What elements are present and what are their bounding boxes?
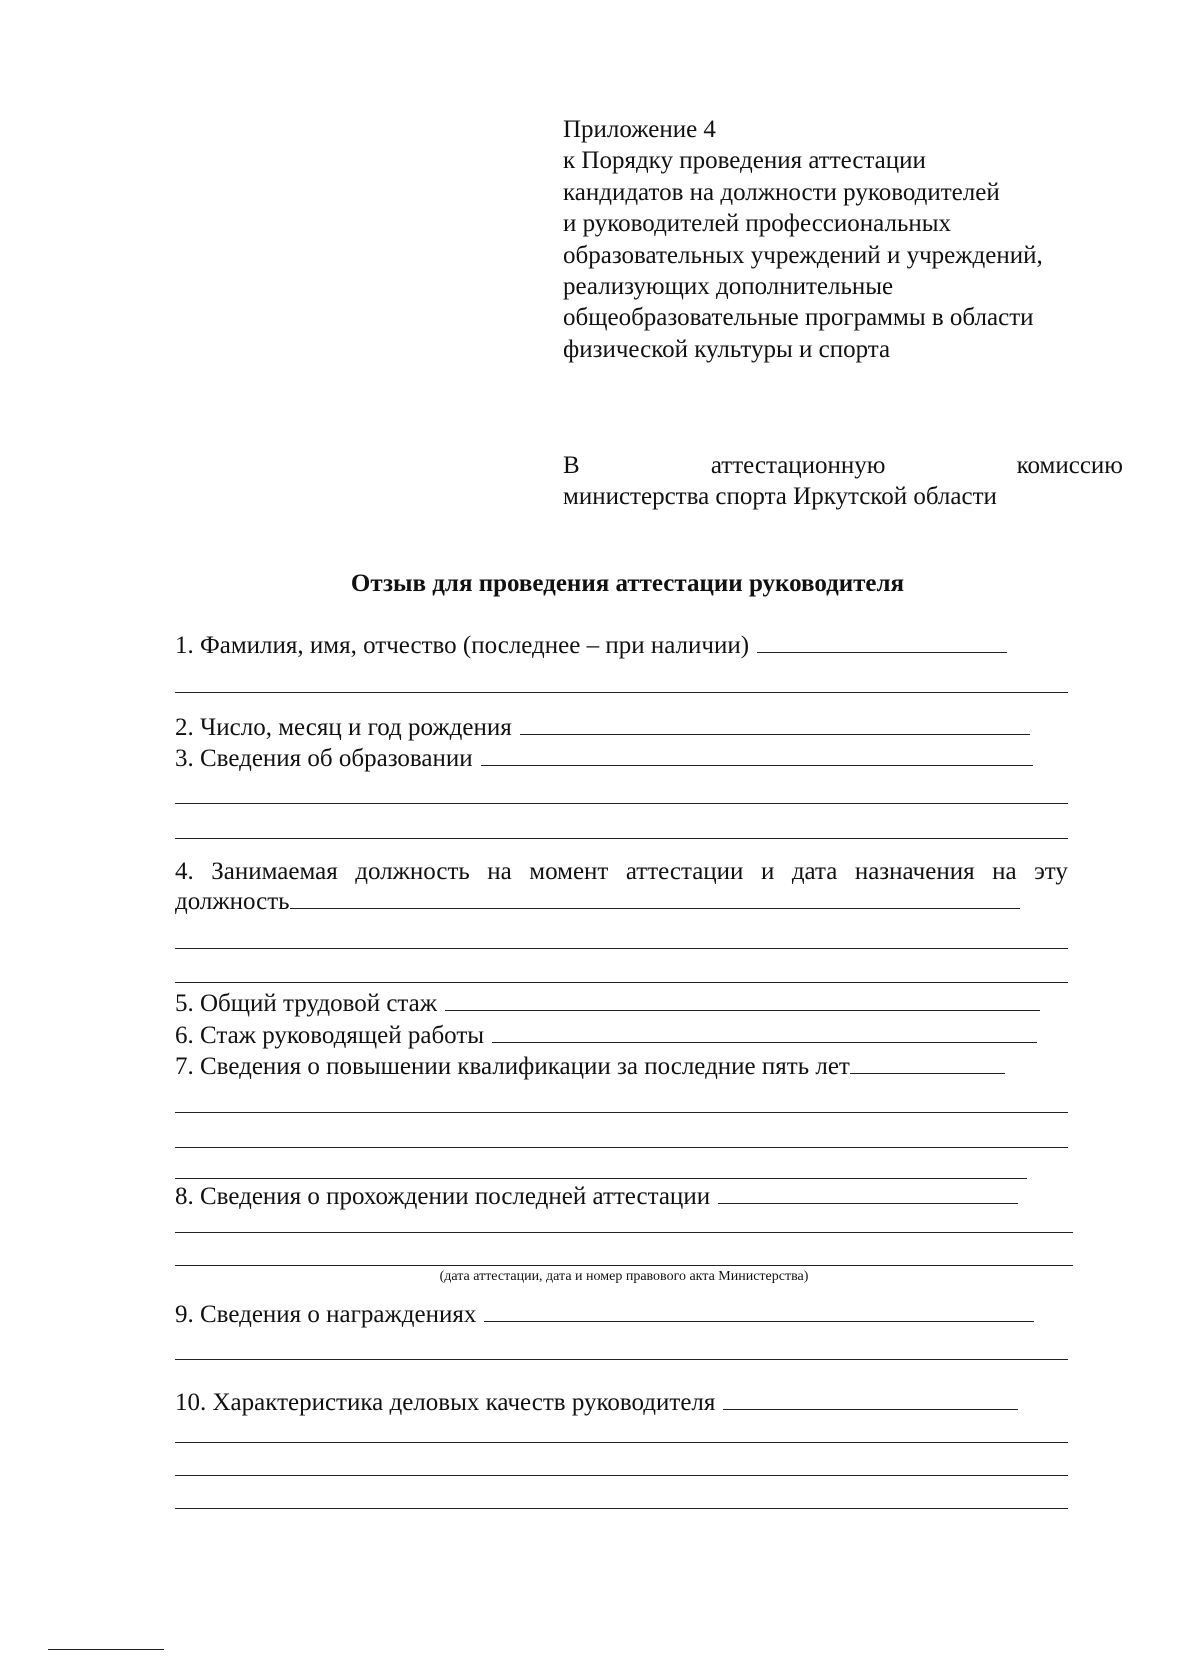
appendix-line: реализующих дополнительные: [563, 273, 894, 301]
appendix-line: кандидатов на должности руководителей: [563, 178, 1000, 206]
field-full-name: [175, 632, 1007, 660]
blank-line[interactable]: [175, 982, 1068, 983]
field-awards: [175, 1301, 1034, 1329]
field-label-word: Занимаемая: [211, 858, 338, 885]
field-label: 3. Сведения об образовании: [175, 745, 473, 772]
appendix-header: [563, 114, 1123, 365]
addressee-word: комиссию: [1016, 452, 1123, 479]
appendix-line: физической культуры и спорта: [563, 335, 891, 363]
field-label: 6. Стаж руководящей работы: [175, 1022, 485, 1049]
addressee-block: [563, 450, 1123, 512]
blank-line[interactable]: [175, 838, 1068, 839]
field-birth-date: [175, 714, 1030, 742]
field-label: 1. Фамилия, имя, отчество (последнее – при наличии): [175, 632, 750, 659]
addressee-word: В: [563, 452, 580, 479]
field-input-line[interactable]: [481, 764, 1033, 766]
field-position-line-1: [175, 858, 1068, 886]
field-management-experience: [175, 1022, 1037, 1050]
field-label-word: и: [760, 858, 775, 885]
field-hint: (дата аттестации, дата и номер правового акта Министерства): [439, 1269, 809, 1284]
field-label: 10. Характеристика деловых качеств руководителя: [175, 1389, 716, 1416]
field-label: 2. Число, месяц и год рождения: [175, 714, 512, 741]
appendix-line: к Порядку проведения аттестации: [563, 147, 926, 175]
field-input-line[interactable]: [850, 1072, 1005, 1074]
field-position-line-2: [175, 888, 1020, 916]
field-label-word: на: [992, 858, 1017, 885]
field-input-line[interactable]: [718, 1202, 1018, 1204]
field-label-word: назначения: [854, 858, 975, 885]
blank-line[interactable]: [175, 1232, 1073, 1233]
field-input-line[interactable]: [492, 1041, 1037, 1043]
field-input-line[interactable]: [757, 651, 1007, 653]
field-label: 7. Сведения о повышении квалификации за последние пять лет: [175, 1053, 850, 1080]
blank-line[interactable]: [175, 1265, 1073, 1266]
blank-line[interactable]: [175, 1442, 1068, 1443]
field-input-line[interactable]: [445, 1009, 1040, 1011]
appendix-line: Приложение 4: [563, 116, 716, 143]
field-qualification: [175, 1053, 1005, 1081]
appendix-line: и руководителей профессиональных: [563, 210, 952, 238]
blank-line[interactable]: [175, 1475, 1068, 1476]
appendix-line: общеобразовательные программы в области: [563, 304, 1034, 332]
field-business-qualities: [175, 1389, 1018, 1417]
footnote-separator: [48, 1649, 164, 1650]
field-label-word: дата: [791, 858, 838, 885]
blank-line[interactable]: [175, 803, 1068, 804]
field-label: 8. Сведения о прохождении последней аттестации: [175, 1183, 711, 1210]
field-label-word: должность: [355, 858, 470, 885]
field-education: [175, 745, 1033, 773]
field-label-word: аттестации: [625, 858, 744, 885]
blank-line[interactable]: [175, 1112, 1068, 1113]
field-input-line[interactable]: [290, 907, 1020, 909]
blank-line[interactable]: [175, 948, 1068, 949]
document-title: Отзыв для проведения аттестации руководителя: [350, 570, 905, 597]
addressee-line-2: министерства спорта Иркутской области: [563, 483, 997, 510]
field-label: 5. Общий трудовой стаж: [175, 990, 438, 1017]
addressee-word: аттестационную: [710, 452, 886, 479]
field-total-experience: [175, 990, 1040, 1018]
field-input-line[interactable]: [484, 1320, 1034, 1322]
field-label: 9. Сведения о награждениях: [175, 1301, 477, 1328]
blank-line[interactable]: [175, 1147, 1068, 1148]
blank-line[interactable]: [175, 1178, 1027, 1179]
blank-line[interactable]: [175, 692, 1068, 693]
field-label-word: эту: [1034, 858, 1068, 885]
field-label-word: на: [487, 858, 512, 885]
field-label: должность: [175, 888, 290, 915]
field-input-line[interactable]: [520, 733, 1030, 735]
addressee-line-1: [563, 450, 1123, 481]
appendix-line: образовательных учреждений и учреждений,: [563, 241, 1043, 269]
field-input-line[interactable]: [723, 1408, 1018, 1410]
field-label-word: момент: [529, 858, 609, 885]
blank-line[interactable]: [175, 1508, 1068, 1509]
field-last-attestation: [175, 1183, 1018, 1211]
blank-line[interactable]: [175, 1359, 1068, 1360]
field-label-word: 4.: [175, 858, 194, 885]
